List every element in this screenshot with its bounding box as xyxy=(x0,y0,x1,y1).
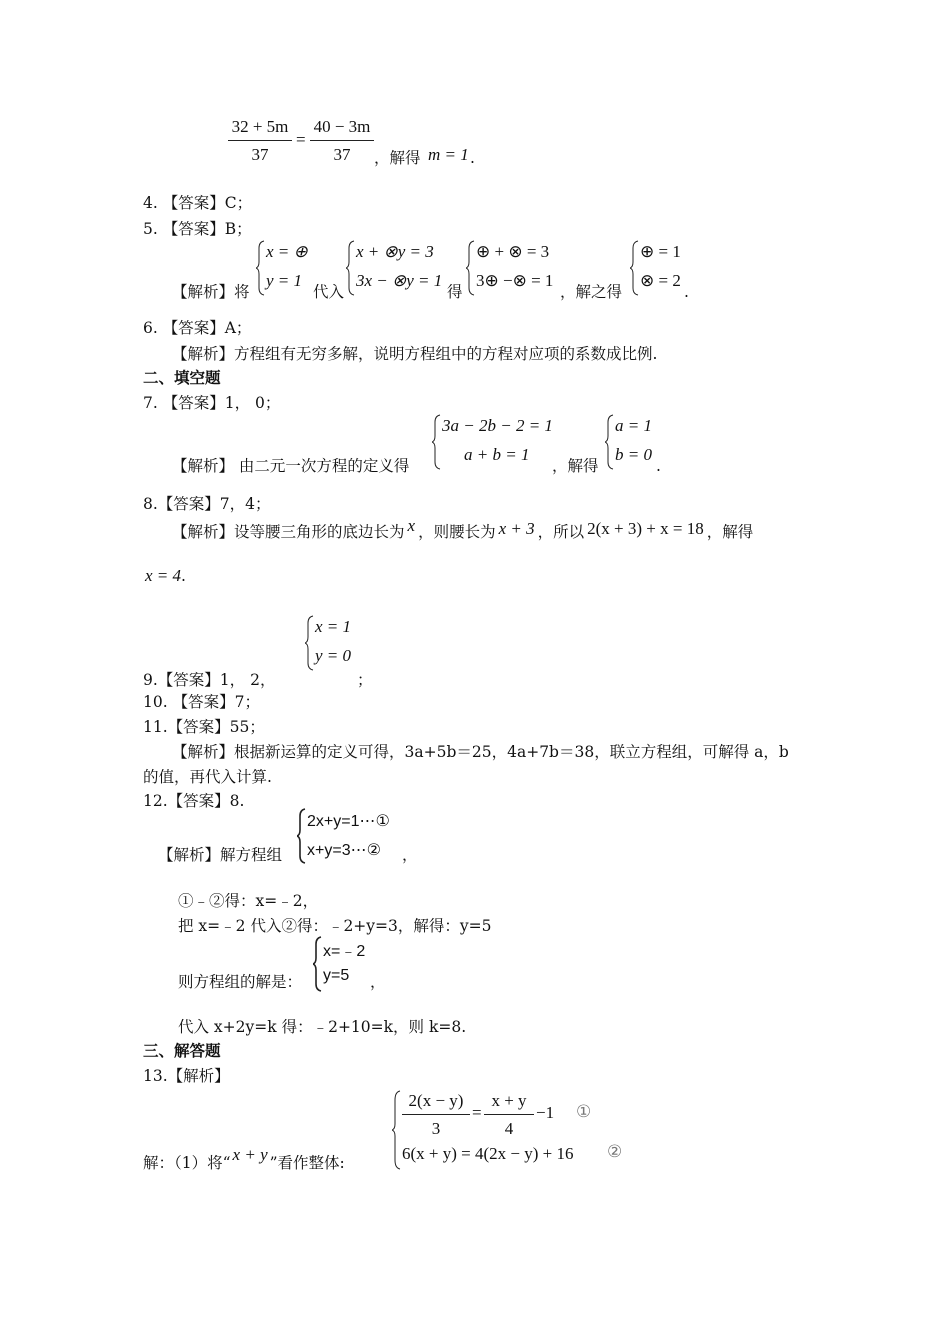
fraction-right xyxy=(310,116,374,166)
fraction-right-numerator: 40 − 3m xyxy=(313,117,371,136)
answer-10: 10. 【答案】7； xyxy=(143,693,260,711)
system-row: a = 1 xyxy=(615,416,652,435)
equation-system-3 xyxy=(466,240,566,296)
step-12-2: 把 x=﹣2 代入②得：﹣2+y=3，解得：y=5 xyxy=(178,917,492,935)
minus-one: −1 xyxy=(536,1103,555,1122)
fraction-left-numerator: 32 + 5m xyxy=(231,117,289,136)
left-brace-icon xyxy=(630,240,640,296)
comma: ， xyxy=(370,973,386,991)
numerator: x + y xyxy=(491,1091,527,1110)
left-brace-icon xyxy=(346,240,356,296)
equation-system-q7-1 xyxy=(432,414,562,470)
q13-intro-end: ”看作整体: xyxy=(269,1154,345,1172)
system-row: 3a − 2b − 2 = 1 xyxy=(442,416,553,435)
system-row: ⊕ + ⊗ = 3 xyxy=(476,242,550,261)
answer-11: 11.【答案】55； xyxy=(143,718,265,736)
left-brace-icon xyxy=(297,808,307,864)
eq1-fraction-left xyxy=(402,1090,470,1140)
result-expression: m = 1 xyxy=(428,145,469,164)
left-brace-icon xyxy=(313,936,323,992)
numerator: 2(x − y) xyxy=(408,1091,464,1110)
system-row: a + b = 1 xyxy=(464,445,530,464)
equation-system-1 xyxy=(256,240,316,296)
system-row: 3⊕ −⊗ = 1 xyxy=(476,271,554,290)
step-12-1: ①﹣②得：x=﹣2， xyxy=(178,892,319,910)
system-row: y = 0 xyxy=(315,646,352,665)
result-8-line xyxy=(145,566,186,586)
equation-system-q13 xyxy=(392,1090,642,1170)
equals-sign: = xyxy=(296,130,306,149)
system-row: b = 0 xyxy=(615,445,652,464)
analysis-8-d: ，解得 xyxy=(706,523,754,541)
system-row: 3x − ⊗y = 1 xyxy=(356,271,443,290)
answer-5: 5. 【答案】B； xyxy=(143,220,252,238)
system-row: y = 1 xyxy=(266,271,303,290)
equation-system-2 xyxy=(346,240,446,296)
analysis-5-prefix: 【解析】将 xyxy=(172,283,250,301)
system-row: ⊕ = 1 xyxy=(640,242,681,261)
analysis-8-a: 【解析】设等腰三角形的底边长为 xyxy=(172,523,405,541)
analysis-11-line-2: 的值，再代入计算. xyxy=(143,768,272,786)
result-x: x = 4 xyxy=(145,566,182,585)
variable-x: x xyxy=(407,516,416,535)
equals-sign: = xyxy=(472,1103,482,1122)
q13-intro: 解：（1）将“ xyxy=(143,1154,231,1172)
answer-13: 13.【解析】 xyxy=(143,1067,230,1085)
left-brace-icon xyxy=(256,240,266,296)
system-row: y=5 xyxy=(323,967,350,984)
section-heading-solve: 三、解答题 xyxy=(143,1041,221,1060)
period: . xyxy=(181,567,186,585)
fraction-left xyxy=(228,116,292,166)
fraction-bar xyxy=(402,1114,470,1115)
equation-two: 6(x + y) = 4(2x − y) + 16 xyxy=(402,1144,574,1163)
denominator: 4 xyxy=(504,1119,514,1138)
left-brace-icon xyxy=(466,240,476,296)
system-row: x+y=3⋯② xyxy=(307,842,381,859)
equation-system-q12-1 xyxy=(297,808,407,864)
solve-text: ，解得 xyxy=(374,149,421,167)
system-row: x = ⊕ xyxy=(266,242,308,261)
obtain-text: 得 xyxy=(447,283,463,301)
period: . xyxy=(684,283,689,301)
analysis-11-line-1: 【解析】根据新运算的定义可得，3a+5b＝25，4a+7b＝38，联立方程组，可解得 a，b xyxy=(172,743,789,761)
system-row: 2x+y=1⋯① xyxy=(307,813,390,830)
circled-two: ② xyxy=(607,1142,623,1161)
equation-system-q9 xyxy=(305,615,375,671)
fraction-right-denominator: 37 xyxy=(333,145,351,164)
semicolon: ； xyxy=(357,671,373,689)
section-heading-fill-blank: 二、填空题 xyxy=(143,368,221,387)
answer-8: 8.【答案】7，4； xyxy=(143,495,271,513)
equation-system-4 xyxy=(630,240,690,296)
analysis-7-prefix: 【解析】 由二元一次方程的定义得 xyxy=(172,457,410,475)
left-brace-icon xyxy=(432,414,442,470)
period: . xyxy=(470,149,475,167)
answer-9: 9.【答案】1， 2， xyxy=(143,671,276,689)
comma: ， xyxy=(402,846,418,864)
equation-perimeter: 2(x + 3) + x = 18 xyxy=(587,519,704,538)
q13-intro-line xyxy=(143,1145,345,1173)
system-row: ⊗ = 2 xyxy=(640,271,681,290)
left-brace-icon xyxy=(305,615,315,671)
left-brace-icon xyxy=(605,414,615,470)
system-row: x=﹣2 xyxy=(323,943,366,960)
circled-one: ① xyxy=(576,1102,592,1121)
analysis-8-b: ，则腰长为 xyxy=(418,523,496,541)
answer-12: 12.【答案】8. xyxy=(143,792,245,810)
fraction-bar xyxy=(228,140,292,141)
analysis-8-c: ，所以 xyxy=(537,523,585,541)
system-row: x + ⊗y = 3 xyxy=(356,242,434,261)
step-12-3-prefix: 则方程组的解是： xyxy=(178,973,303,991)
system-row: x = 1 xyxy=(315,617,352,636)
variable-x-plus-y: x + y xyxy=(232,1145,268,1164)
analysis-8-line xyxy=(172,516,754,542)
answer-4: 4. 【答案】C； xyxy=(143,194,253,212)
eq1-fraction-right xyxy=(484,1090,534,1140)
expression-leg: x + 3 xyxy=(498,519,535,538)
fraction-left-denominator: 37 xyxy=(251,145,269,164)
answer-7: 7. 【答案】1， 0； xyxy=(143,394,281,412)
solve-text: ，解之得 xyxy=(560,283,623,301)
analysis-12-prefix: 【解析】解方程组 xyxy=(158,846,283,864)
analysis-6: 【解析】方程组有无穷多解，说明方程组中的方程对应项的系数成比例. xyxy=(172,345,658,363)
period: . xyxy=(656,457,661,475)
fraction-bar xyxy=(310,140,374,141)
step-12-4: 代入 x+2y=k 得：﹣2+10=k，则 k=8. xyxy=(178,1018,467,1036)
denominator: 3 xyxy=(431,1119,441,1138)
fraction-bar xyxy=(484,1114,534,1115)
solve-text: ，解得 xyxy=(552,457,599,475)
substitute-text: 代入 xyxy=(313,283,345,301)
answer-6: 6. 【答案】A； xyxy=(143,319,252,337)
left-brace-icon xyxy=(392,1090,402,1170)
